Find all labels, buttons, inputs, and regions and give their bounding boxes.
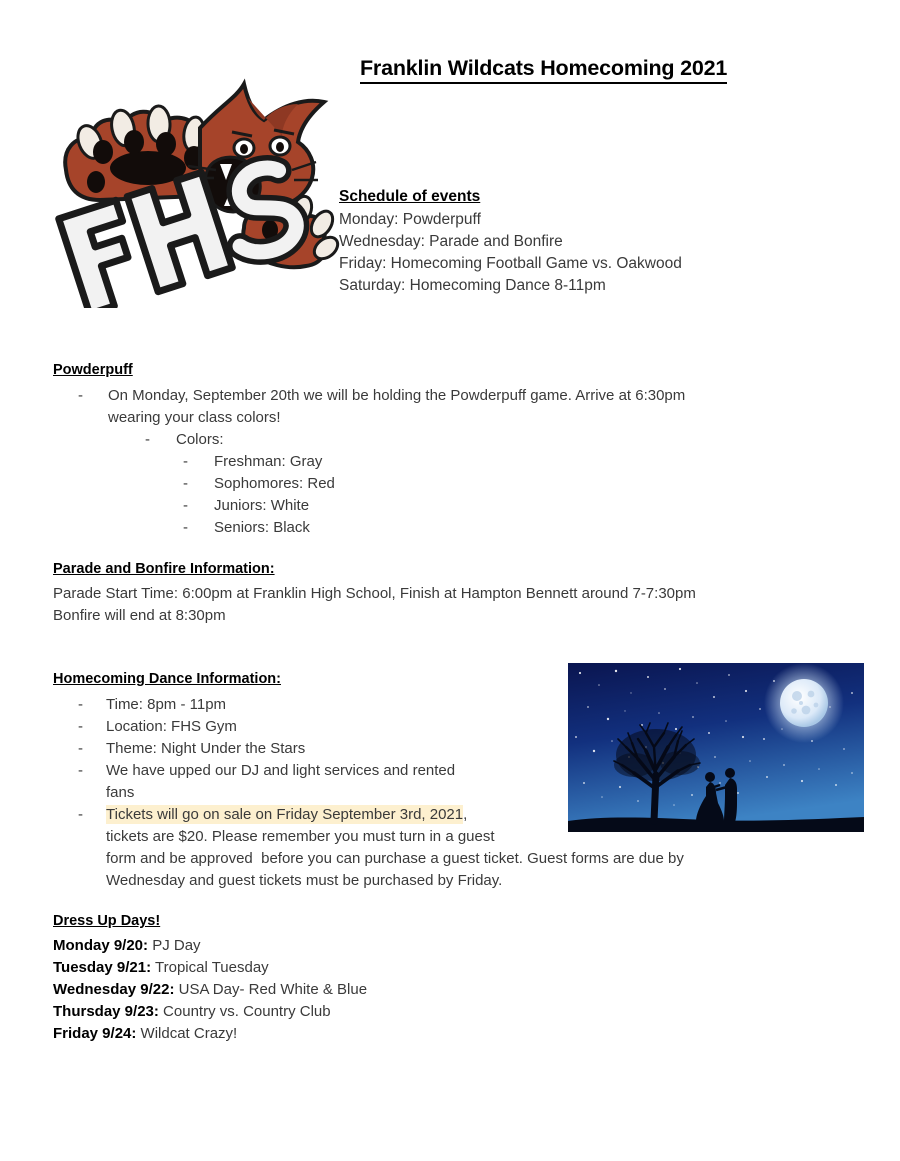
dance-tickets-line-2: tickets are $20. Please remember you must turn in a guest (106, 828, 495, 845)
powderpuff-color-label: Freshman: Gray (214, 453, 323, 470)
schedule-line-wednesday: Wednesday: Parade and Bonfire (339, 233, 563, 250)
bullet-dash-icon: - (78, 806, 83, 823)
dress-up-day-tuesday (53, 957, 269, 979)
dance-bullet-label: Theme: Night Under the Stars (106, 740, 306, 757)
powderpuff-color-freshman (183, 451, 743, 473)
dress-up-day-wednesday (53, 979, 367, 1001)
bullet-dash-icon: - (183, 497, 188, 514)
dress-up-day-thursday (53, 1001, 331, 1023)
dress-up-day-friday (53, 1023, 237, 1045)
bonfire-end-line: Bonfire will end at 8:30pm (53, 607, 226, 624)
tickets-line-1-tail: , (463, 806, 468, 823)
bullet-dash-icon: - (183, 519, 188, 536)
dress-up-day-theme: Country vs. Country Club (163, 1003, 331, 1020)
dance-bullet-tickets (78, 804, 838, 892)
bullet-dash-icon: - (78, 762, 83, 779)
dance-bullet-label: Location: FHS Gym (106, 718, 237, 735)
page-title: Franklin Wildcats Homecoming 2021 (360, 56, 727, 84)
dress-up-day-theme: PJ Day (152, 937, 201, 954)
dress-up-days-heading: Dress Up Days! (53, 913, 161, 929)
dance-bullet-dj (78, 760, 548, 804)
powderpuff-color-label: Seniors: Black (214, 519, 310, 536)
dress-up-day-label: Monday 9/20: (53, 937, 149, 954)
dance-info-heading: Homecoming Dance Information: (53, 671, 281, 687)
dress-up-day-label: Tuesday 9/21: (53, 959, 152, 976)
dance-bullet-theme (78, 738, 508, 760)
parade-bonfire-heading: Parade and Bonfire Information: (53, 561, 275, 577)
dance-bullet-dj-line-2: fans (106, 784, 135, 801)
bullet-dash-icon: - (78, 740, 83, 757)
dress-up-day-label: Thursday 9/23: (53, 1003, 159, 1020)
dance-bullet-dj-line-1: We have upped our DJ and light services and rented (106, 762, 456, 779)
bullet-dash-icon: - (183, 475, 188, 492)
powderpuff-colors-bullet (145, 429, 745, 451)
dance-tickets-line-1 (106, 804, 838, 826)
powderpuff-color-label: Juniors: White (214, 497, 310, 514)
dance-bullet-location (78, 716, 508, 738)
schedule-line-friday: Friday: Homecoming Football Game vs. Oakwood (339, 255, 682, 272)
powderpuff-colors-label: Colors: (176, 431, 224, 448)
dress-up-day-theme: Tropical Tuesday (155, 959, 269, 976)
powderpuff-color-juniors (183, 495, 743, 517)
dance-bullet-label: Time: 8pm - 11pm (106, 696, 227, 713)
dress-up-day-monday (53, 935, 201, 957)
schedule-of-events (339, 186, 819, 297)
bullet-dash-icon: - (145, 431, 150, 448)
bullet-dash-icon: - (78, 718, 83, 735)
powderpuff-color-label: Sophomores: Red (214, 475, 335, 492)
powderpuff-heading: Powderpuff (53, 362, 133, 378)
tickets-highlight: Tickets will go on sale on Friday September 3rd, 2021 (106, 806, 464, 823)
bullet-dash-icon: - (183, 453, 188, 470)
dance-tickets-line-3: form and be approved before you can purchase a guest ticket. Guest forms are due by (106, 850, 684, 867)
school-logo (48, 58, 344, 308)
dress-up-day-theme: USA Day- Red White & Blue (178, 981, 368, 998)
schedule-line-saturday: Saturday: Homecoming Dance 8-11pm (339, 277, 606, 294)
dress-up-day-theme: Wildcat Crazy! (140, 1025, 238, 1042)
powderpuff-main-bullet (78, 385, 808, 429)
bullet-dash-icon: - (78, 696, 83, 713)
powderpuff-bullet-line-2: wearing your class colors! (108, 409, 281, 426)
dress-up-day-label: Wednesday 9/22: (53, 981, 175, 998)
dress-up-day-label: Friday 9/24: (53, 1025, 137, 1042)
schedule-line-monday: Monday: Powderpuff (339, 211, 481, 228)
dance-tickets-line-4: Wednesday and guest tickets must be purchased by Friday. (106, 872, 503, 889)
dance-bullet-time (78, 694, 508, 716)
parade-start-line: Parade Start Time: 6:00pm at Franklin High School, Finish at Hampton Bennett around 7-7:30pm (53, 585, 696, 602)
schedule-heading: Schedule of events (339, 188, 481, 205)
powderpuff-color-sophomores (183, 473, 743, 495)
bullet-dash-icon: - (78, 387, 83, 404)
powderpuff-bullet-line-1: On Monday, September 20th we will be holding the Powderpuff game. Arrive at 6:30pm (108, 387, 686, 404)
powderpuff-color-seniors (183, 517, 743, 539)
